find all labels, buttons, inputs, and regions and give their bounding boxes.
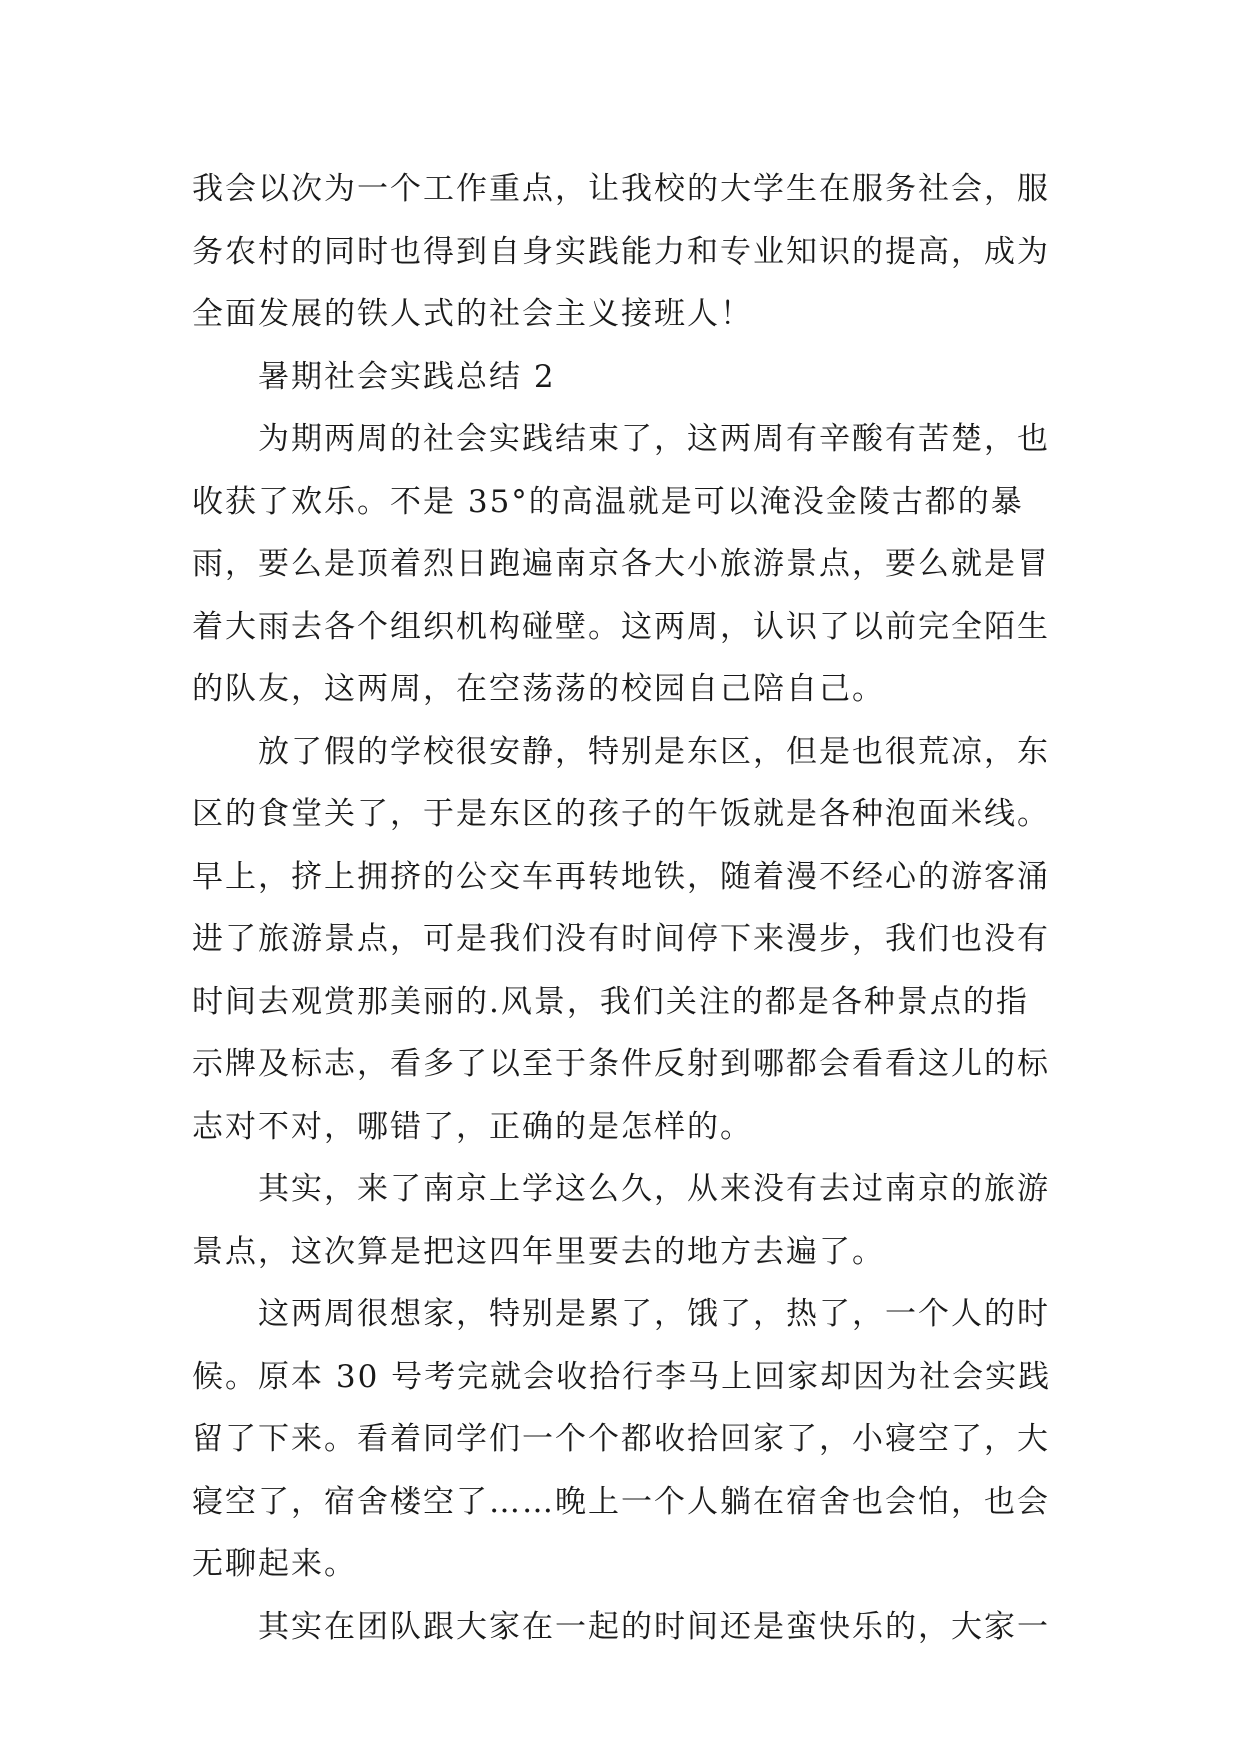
text-line: 其实，来了南京上学这么久，从来没有去过南京的旅游 (258, 1171, 1050, 1207)
text-line: 着大雨去各个组织机构碰壁。这两周，认识了以前完全陌生 (192, 608, 1050, 645)
document-body (192, 158, 1052, 1658)
text-line: 我会以次为一个工作重点，让我校的大学生在服务社会，服 (192, 171, 1050, 207)
text-line: 为期两周的社会实践结束了，这两周有辛酸有苦楚，也 (258, 421, 1050, 457)
text-line: 进了旅游景点，可是我们没有时间停下来漫步，我们也没有 (192, 921, 1050, 957)
text-line: 候。原本 30 号考完就会收拾行李马上回家却因为社会实践 (192, 1358, 1052, 1395)
text-line: 其实在团队跟大家在一起的时间还是蛮快乐的，大家一 (258, 1608, 1050, 1645)
text-line: 区的食堂关了，于是东区的孩子的午饭就是各种泡面米线。 (192, 796, 1050, 832)
text-line: 早上，挤上拥挤的公交车再转地铁，随着漫不经心的游客涌 (192, 858, 1050, 895)
text-line: 留了下来。看着同学们一个个都收拾回家了，小寝空了，大 (192, 1421, 1050, 1457)
text-line: 景点，这次算是把这四年里要去的地方去遍了。 (192, 1233, 885, 1270)
text-line: 的队友，这两周，在空荡荡的校园自己陪自己。 (192, 671, 885, 707)
text-line: 志对不对，哪错了，正确的是怎样的。 (192, 1108, 753, 1145)
section-heading: 暑期社会实践总结 2 (258, 358, 556, 395)
text-line: 放了假的学校很安静，特别是东区，但是也很荒凉，东 (258, 733, 1050, 770)
text-line: 无聊起来。 (192, 1546, 357, 1582)
text-line: 这两周很想家，特别是累了，饿了，热了，一个人的时 (258, 1296, 1050, 1332)
text-line: 全面发展的铁人式的社会主义接班人！ (192, 296, 753, 332)
text-line: 雨，要么是顶着烈日跑遍南京各大小旅游景点，要么就是冒 (192, 546, 1050, 582)
text-line: 示牌及标志，看多了以至于条件反射到哪都会看看这儿的标 (192, 1046, 1050, 1082)
text-line: 时间去观赏那美丽的.风景，我们关注的都是各种景点的指 (192, 983, 1029, 1020)
text-line: 寝空了，宿舍楼空了……晚上一个人躺在宿舍也会怕，也会 (192, 1483, 1050, 1520)
text-line: 务农村的同时也得到自身实践能力和专业知识的提高，成为 (192, 233, 1050, 270)
text-line: 收获了欢乐。不是 35°的高温就是可以淹没金陵古都的暴 (192, 483, 1024, 520)
